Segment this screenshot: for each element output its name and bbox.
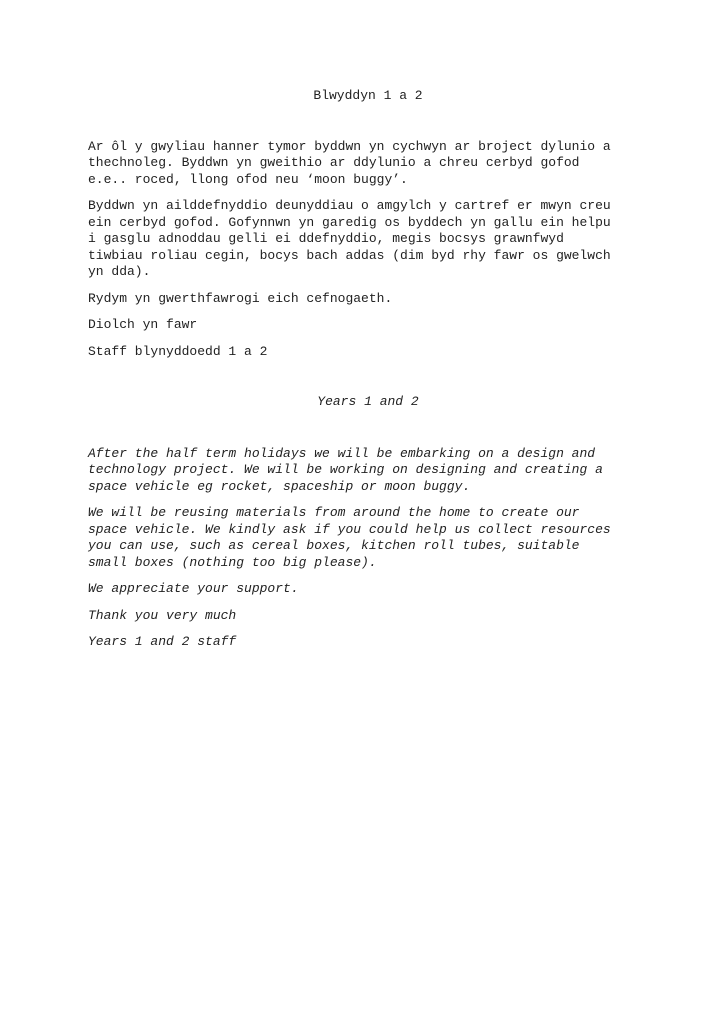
english-title: Years 1 and 2	[317, 394, 419, 409]
welsh-paragraph-2: Byddwn yn ailddefnyddio deunyddiau o amgylch y cartref er mwyn creu ein cerbyd gofod. Gofynnwn yn garedig os byddech yn gallu ein helpu i gasglu adnoddau gelli ei ddefnyddio, megis bocsys grawnfwyd tiwbiau roliau cegin, bocys bach addas (dim byd rhy fawr os gwelwch yn dda).	[88, 198, 611, 279]
welsh-paragraph-3: Rydym yn gwerthfawrogi eich cefnogaeth.	[88, 290, 393, 306]
english-paragraph-1: After the half term holidays we will be embarking on a design and technology project. We will be working on designing and creating a space vehicle eg rocket, spaceship or moon buggy.	[88, 445, 603, 494]
english-paragraph-2: We will be reusing materials from around the home to create our space vehicle. We kindly ask if you could help us collect resources you can use, such as cereal boxes, kitchen roll tubes, suitable small boxes (nothing too big please).	[88, 505, 611, 570]
welsh-paragraph-4: Diolch yn fawr	[88, 317, 198, 332]
welsh-signoff: Staff blynyddoedd 1 a 2	[88, 343, 268, 359]
english-paragraph-4: Thank you very much	[88, 607, 237, 623]
english-section	[88, 394, 648, 661]
welsh-section	[88, 88, 648, 370]
welsh-paragraph-1: Ar ôl y gwyliau hanner tymor byddwn yn cychwyn ar broject dylunio a thechnoleg. Byddwn yn gweithio ar ddylunio a chreu cerbyd gofod e.e.. roced, llong ofod neu ‘moon buggy’.	[88, 138, 611, 187]
english-paragraph-3: We appreciate your support.	[88, 581, 299, 596]
english-signoff: Years 1 and 2 staff	[88, 634, 237, 649]
welsh-title: Blwyddyn 1 a 2	[313, 88, 423, 103]
